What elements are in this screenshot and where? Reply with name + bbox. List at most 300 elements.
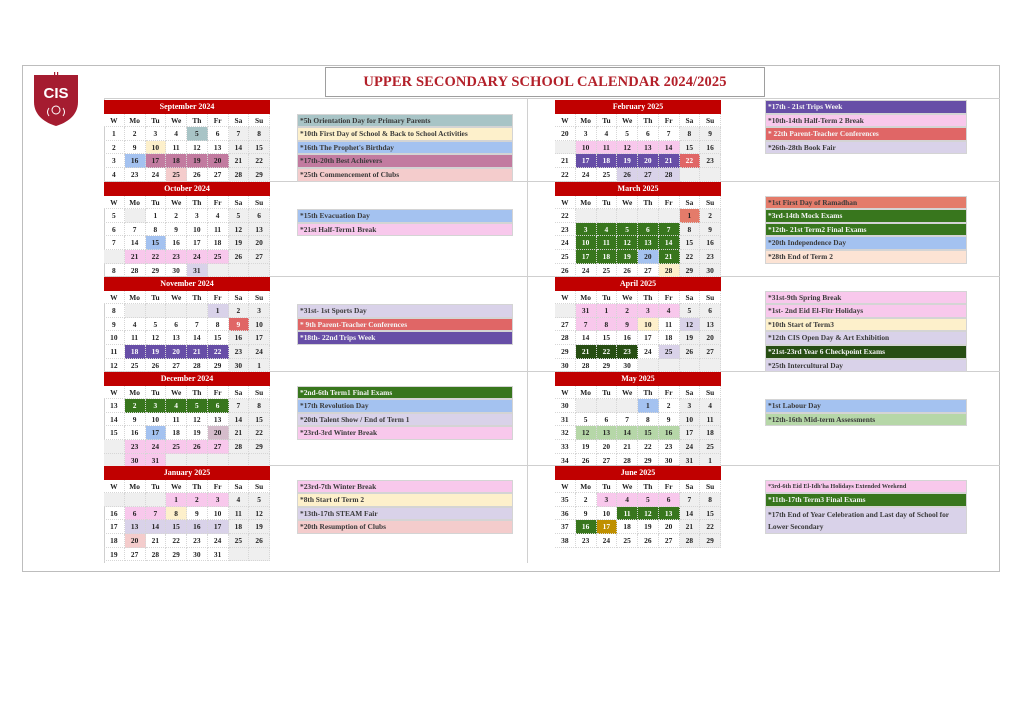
day-cell[interactable]: 5 [638,493,659,507]
day-cell[interactable]: 27 [700,345,721,359]
day-cell[interactable]: 16 [125,426,146,440]
day-cell[interactable]: 21 [617,440,638,454]
day-cell[interactable]: 21 [146,534,167,548]
day-cell[interactable]: 4 [597,127,618,141]
day-cell[interactable]: 14 [146,520,167,534]
day-cell[interactable]: 1 [700,454,721,468]
day-cell[interactable]: 3 [187,209,208,223]
day-cell[interactable]: 4 [700,399,721,413]
day-cell[interactable]: 15 [638,426,659,440]
day-cell[interactable]: 21 [229,426,250,440]
day-cell[interactable]: 12 [617,141,638,155]
day-cell[interactable]: 21 [187,345,208,359]
day-cell[interactable]: 24 [146,168,167,182]
day-cell[interactable]: 23 [576,534,597,548]
day-cell[interactable]: 22 [597,345,618,359]
day-cell[interactable]: 13 [166,331,187,345]
day-cell[interactable]: 28 [229,168,250,182]
day-cell[interactable]: 30 [125,454,146,468]
day-cell[interactable]: 9 [187,507,208,521]
week-row [555,154,721,168]
day-cell[interactable]: 30 [659,454,680,468]
day-cell[interactable]: 17 [208,520,229,534]
day-cell[interactable]: 21 [576,345,597,359]
day-cell[interactable]: 6 [166,318,187,332]
day-cell[interactable]: 7 [680,493,701,507]
day-cell[interactable]: 12 [576,426,597,440]
day-cell[interactable]: 15 [680,236,701,250]
day-cell[interactable]: 8 [597,318,618,332]
day-cell[interactable]: 30 [187,548,208,562]
day-cell[interactable]: 12 [680,318,701,332]
day-cell[interactable]: 6 [125,507,146,521]
day-cell[interactable]: 11 [597,141,618,155]
day-cell[interactable]: 28 [125,264,146,278]
day-cell[interactable]: 25 [166,440,187,454]
day-cell[interactable]: 31 [208,548,229,562]
day-cell[interactable]: 19 [576,440,597,454]
day-cell[interactable]: 25 [597,264,618,278]
day-cell[interactable]: 26 [617,168,638,182]
day-cell[interactable]: 16 [659,426,680,440]
day-cell[interactable]: 19 [680,331,701,345]
day-cell[interactable]: 28 [187,359,208,373]
day-cell[interactable]: 7 [229,127,250,141]
day-cell[interactable]: 25 [617,534,638,548]
day-cell[interactable]: 24 [187,250,208,264]
day-cell[interactable]: 18 [166,426,187,440]
day-cell[interactable]: 15 [208,331,229,345]
day-cell[interactable]: 13 [249,223,270,237]
day-cell[interactable]: 20 [700,331,721,345]
day-cell[interactable]: 9 [659,413,680,427]
day-cell[interactable]: 28 [659,168,680,182]
day-cell[interactable]: 4 [659,304,680,318]
day-cell[interactable]: 25 [125,359,146,373]
day-cell[interactable]: 10 [597,507,618,521]
day-cell[interactable]: 7 [617,413,638,427]
day-cell[interactable]: 16 [617,331,638,345]
day-cell[interactable]: 5 [187,127,208,141]
day-cell[interactable]: 28 [680,534,701,548]
day-cell[interactable]: 28 [576,359,597,373]
day-cell[interactable]: 1 [208,304,229,318]
day-cell[interactable]: 5 [680,304,701,318]
day-cell[interactable]: 21 [125,250,146,264]
day-cell[interactable]: 15 [700,507,721,521]
day-cell[interactable]: 20 [208,154,229,168]
day-cell[interactable]: 17 [576,250,597,264]
day-cell[interactable]: 28 [617,454,638,468]
day-cell[interactable]: 30 [166,264,187,278]
day-cell[interactable]: 13 [208,413,229,427]
day-cell[interactable]: 22 [208,345,229,359]
day-cell[interactable]: 27 [166,359,187,373]
day-cell[interactable]: 4 [166,127,187,141]
day-cell[interactable]: 22 [249,426,270,440]
day-cell[interactable]: 3 [680,399,701,413]
day-cell[interactable]: 27 [125,548,146,562]
day-cell[interactable]: 4 [125,318,146,332]
day-cell[interactable]: 11 [617,507,638,521]
day-cell[interactable]: 23 [617,345,638,359]
day-cell[interactable]: 9 [617,318,638,332]
day-cell[interactable]: 17 [680,426,701,440]
day-cell[interactable]: 14 [617,426,638,440]
day-cell[interactable]: 13 [208,141,229,155]
day-cell[interactable]: 4 [597,223,618,237]
day-cell[interactable]: 10 [576,236,597,250]
day-cell[interactable]: 22 [146,250,167,264]
day-cell[interactable]: 10 [146,141,167,155]
day-cell[interactable]: 11 [700,413,721,427]
day-cell[interactable]: 22 [249,154,270,168]
day-cell[interactable]: 25 [659,345,680,359]
day-cell[interactable]: 14 [659,236,680,250]
day-cell[interactable]: 6 [597,413,618,427]
day-cell[interactable]: 31 [576,304,597,318]
day-cell[interactable]: 2 [700,209,721,223]
day-cell[interactable]: 20 [208,426,229,440]
day-cell[interactable]: 2 [166,209,187,223]
day-cell[interactable]: 30 [617,359,638,373]
day-cell[interactable]: 6 [659,493,680,507]
day-cell[interactable]: 15 [249,413,270,427]
day-cell[interactable]: 10 [208,507,229,521]
day-cell[interactable]: 9 [700,223,721,237]
day-cell[interactable]: 1 [146,209,167,223]
day-cell[interactable]: 27 [638,168,659,182]
day-cell[interactable]: 23 [125,168,146,182]
day-cell[interactable]: 11 [125,331,146,345]
day-cell[interactable]: 17 [249,331,270,345]
day-cell[interactable]: 12 [187,413,208,427]
day-cell[interactable]: 7 [659,223,680,237]
day-cell[interactable]: 11 [208,223,229,237]
day-cell[interactable]: 31 [187,264,208,278]
day-cell[interactable]: 11 [597,236,618,250]
day-cell[interactable]: 4 [229,493,250,507]
day-cell[interactable]: 3 [146,399,167,413]
day-cell[interactable]: 13 [700,318,721,332]
day-cell[interactable]: 7 [125,223,146,237]
day-cell[interactable]: 26 [249,534,270,548]
day-cell[interactable]: 16 [125,154,146,168]
day-cell[interactable]: 9 [700,127,721,141]
day-cell[interactable]: 19 [617,250,638,264]
day-cell[interactable]: 29 [249,168,270,182]
day-cell[interactable]: 4 [617,493,638,507]
day-cell[interactable]: 3 [208,493,229,507]
day-cell[interactable]: 15 [597,331,618,345]
day-cell[interactable]: 19 [617,154,638,168]
day-cell[interactable]: 12 [229,223,250,237]
day-cell[interactable]: 19 [187,154,208,168]
day-cell[interactable]: 22 [638,440,659,454]
day-cell[interactable]: 23 [700,154,721,168]
day-cell[interactable]: 28 [146,548,167,562]
day-cell[interactable]: 17 [597,520,618,534]
day-cell[interactable]: 17 [638,331,659,345]
day-cell[interactable]: 19 [187,426,208,440]
day-cell[interactable]: 3 [638,304,659,318]
day-cell[interactable]: 16 [700,236,721,250]
day-cell[interactable]: 27 [597,454,618,468]
day-cell[interactable]: 5 [249,493,270,507]
day-cell[interactable]: 20 [638,250,659,264]
day-cell[interactable]: 18 [659,331,680,345]
day-cell[interactable]: 20 [249,236,270,250]
day-cell[interactable]: 2 [229,304,250,318]
day-cell[interactable]: 25 [597,168,618,182]
day-cell[interactable]: 19 [638,520,659,534]
day-cell[interactable]: 7 [659,127,680,141]
day-cell[interactable]: 10 [249,318,270,332]
day-cell[interactable]: 5 [187,399,208,413]
day-cell[interactable]: 10 [576,141,597,155]
day-cell[interactable]: 24 [249,345,270,359]
day-cell[interactable]: 13 [659,507,680,521]
day-cell[interactable]: 29 [700,534,721,548]
day-cell[interactable]: 31 [146,454,167,468]
day-cell[interactable]: 24 [208,534,229,548]
day-cell[interactable]: 21 [229,154,250,168]
day-cell[interactable]: 27 [249,250,270,264]
day-cell[interactable]: 3 [576,127,597,141]
day-cell[interactable]: 19 [146,345,167,359]
day-cell[interactable]: 26 [187,168,208,182]
day-cell[interactable]: 18 [125,345,146,359]
day-cell[interactable]: 11 [229,507,250,521]
day-cell[interactable]: 23 [229,345,250,359]
day-cell[interactable]: 18 [617,520,638,534]
day-cell[interactable]: 15 [680,141,701,155]
day-cell[interactable]: 8 [166,507,187,521]
day-cell[interactable]: 13 [638,141,659,155]
day-cell[interactable]: 6 [249,209,270,223]
day-cell[interactable]: 26 [146,359,167,373]
day-cell[interactable]: 23 [166,250,187,264]
day-cell[interactable]: 31 [680,454,701,468]
day-cell[interactable]: 5 [146,318,167,332]
day-cell[interactable]: 17 [146,426,167,440]
day-cell[interactable]: 17 [187,236,208,250]
day-cell[interactable]: 21 [659,250,680,264]
day-cell[interactable]: 8 [680,223,701,237]
day-cell[interactable]: 14 [680,507,701,521]
day-cell[interactable]: 8 [249,127,270,141]
day-cell[interactable]: 29 [166,548,187,562]
day-cell[interactable]: 7 [146,507,167,521]
day-cell[interactable]: 8 [638,413,659,427]
day-cell[interactable]: 3 [576,223,597,237]
day-cell[interactable]: 25 [700,440,721,454]
day-cell[interactable]: 4 [166,399,187,413]
day-cell[interactable]: 18 [597,154,618,168]
day-cell[interactable]: 22 [166,534,187,548]
day-cell[interactable]: 13 [638,236,659,250]
day-cell[interactable]: 11 [659,318,680,332]
day-cell[interactable]: 12 [146,331,167,345]
day-cell[interactable]: 14 [229,141,250,155]
day-cell[interactable]: 26 [229,250,250,264]
week-row [104,359,270,373]
day-cell[interactable]: 1 [249,359,270,373]
day-cell[interactable]: 20 [597,440,618,454]
day-cell[interactable]: 16 [166,236,187,250]
day-cell[interactable]: 12 [249,507,270,521]
day-cell[interactable]: 24 [576,264,597,278]
day-cell[interactable]: 2 [125,127,146,141]
day-cell[interactable]: 12 [187,141,208,155]
day-cell[interactable]: 2 [659,399,680,413]
day-cell[interactable]: 16 [576,520,597,534]
day-cell[interactable]: 9 [166,223,187,237]
day-cell[interactable]: 14 [187,331,208,345]
day-cell[interactable]: 14 [125,236,146,250]
day-cell[interactable]: 2 [187,493,208,507]
day-cell[interactable]: 6 [208,127,229,141]
day-cell[interactable]: 5 [229,209,250,223]
day-cell[interactable]: 26 [680,345,701,359]
day-cell[interactable]: 18 [208,236,229,250]
day-cell[interactable]: 1 [638,399,659,413]
day-cell[interactable]: 17 [146,154,167,168]
day-cell[interactable]: 9 [125,141,146,155]
day-cell[interactable]: 13 [125,520,146,534]
day-cell[interactable]: 10 [146,413,167,427]
day-cell[interactable]: 26 [576,454,597,468]
day-cell[interactable]: 12 [638,507,659,521]
day-cell[interactable]: 25 [229,534,250,548]
day-cell[interactable]: 19 [229,236,250,250]
day-cell[interactable]: 2 [576,493,597,507]
day-cell[interactable]: 28 [229,440,250,454]
day-cell[interactable]: 1 [680,209,701,223]
day-cell[interactable]: 15 [249,141,270,155]
day-cell[interactable]: 26 [187,440,208,454]
day-cell[interactable]: 8 [146,223,167,237]
day-cell[interactable]: 15 [146,236,167,250]
day-cell[interactable]: 1 [166,493,187,507]
day-cell[interactable]: 18 [166,154,187,168]
day-cell[interactable]: 14 [659,141,680,155]
day-cell[interactable]: 20 [638,154,659,168]
day-cell[interactable]: 21 [659,154,680,168]
day-cell[interactable]: 6 [638,223,659,237]
day-cell[interactable]: 27 [659,534,680,548]
day-cell[interactable]: 29 [638,454,659,468]
day-cell[interactable]: 22 [680,250,701,264]
day-cell[interactable]: 25 [166,168,187,182]
day-cell[interactable]: 4 [208,209,229,223]
day-cell[interactable]: 24 [638,345,659,359]
day-cell[interactable]: 8 [700,493,721,507]
day-cell[interactable]: 5 [617,223,638,237]
day-cell[interactable]: 3 [146,127,167,141]
day-cell[interactable]: 29 [146,264,167,278]
day-cell[interactable]: 24 [597,534,618,548]
day-cell[interactable]: 2 [617,304,638,318]
day-cell[interactable]: 8 [208,318,229,332]
day-cell[interactable]: 9 [229,318,250,332]
day-cell[interactable]: 5 [576,413,597,427]
day-cell[interactable]: 30 [700,264,721,278]
day-cell[interactable]: 18 [597,250,618,264]
day-cell[interactable]: 3 [249,304,270,318]
day-cell[interactable]: 2 [125,399,146,413]
day-cell[interactable]: 24 [680,440,701,454]
day-cell[interactable]: 29 [680,264,701,278]
day-cell[interactable]: 29 [249,440,270,454]
day-cell[interactable]: 14 [229,413,250,427]
day-cell[interactable]: 25 [208,250,229,264]
day-cell[interactable]: 18 [229,520,250,534]
day-cell[interactable]: 26 [617,264,638,278]
day-cell[interactable]: 1 [597,304,618,318]
day-cell[interactable]: 20 [125,534,146,548]
day-cell[interactable]: 23 [125,440,146,454]
day-cell[interactable]: 12 [617,236,638,250]
day-cell[interactable]: 16 [229,331,250,345]
day-cell[interactable]: 24 [146,440,167,454]
day-cell[interactable]: 14 [576,331,597,345]
day-cell[interactable]: 8 [680,127,701,141]
day-cell[interactable]: 13 [597,426,618,440]
day-cell[interactable]: 29 [597,359,618,373]
day-cell[interactable]: 6 [208,399,229,413]
day-cell[interactable]: 8 [249,399,270,413]
day-cell[interactable]: 6 [700,304,721,318]
day-cell[interactable]: 29 [208,359,229,373]
day-cell[interactable]: 17 [576,154,597,168]
day-cell[interactable]: 22 [680,154,701,168]
day-cell[interactable]: 23 [700,250,721,264]
day-cell[interactable]: 7 [187,318,208,332]
day-cell[interactable]: 27 [208,440,229,454]
day-cell[interactable]: 11 [166,141,187,155]
day-cell[interactable]: 7 [229,399,250,413]
day-cell[interactable]: 10 [680,413,701,427]
day-cell[interactable]: 16 [187,520,208,534]
day-cell[interactable]: 3 [597,493,618,507]
day-cell[interactable]: 30 [229,359,250,373]
day-cell[interactable]: 28 [659,264,680,278]
day-cell[interactable]: 10 [638,318,659,332]
day-cell[interactable]: 10 [187,223,208,237]
day-cell[interactable]: 11 [166,413,187,427]
day-cell[interactable]: 23 [659,440,680,454]
day-cell[interactable]: 9 [125,413,146,427]
day-cell[interactable]: 20 [659,520,680,534]
day-cell[interactable]: 22 [700,520,721,534]
day-cell[interactable]: 21 [680,520,701,534]
day-cell[interactable]: 5 [617,127,638,141]
day-cell[interactable]: 26 [638,534,659,548]
day-cell[interactable]: 20 [166,345,187,359]
day-cell[interactable]: 7 [576,318,597,332]
day-cell[interactable]: 27 [208,168,229,182]
day-cell[interactable]: 23 [187,534,208,548]
day-cell[interactable]: 27 [638,264,659,278]
day-cell[interactable]: 15 [166,520,187,534]
day-cell[interactable]: 16 [700,141,721,155]
day-cell[interactable]: 9 [576,507,597,521]
day-cell[interactable]: 24 [576,168,597,182]
day-cell[interactable]: 19 [249,520,270,534]
day-cell[interactable]: 6 [638,127,659,141]
day-cell[interactable]: 18 [700,426,721,440]
